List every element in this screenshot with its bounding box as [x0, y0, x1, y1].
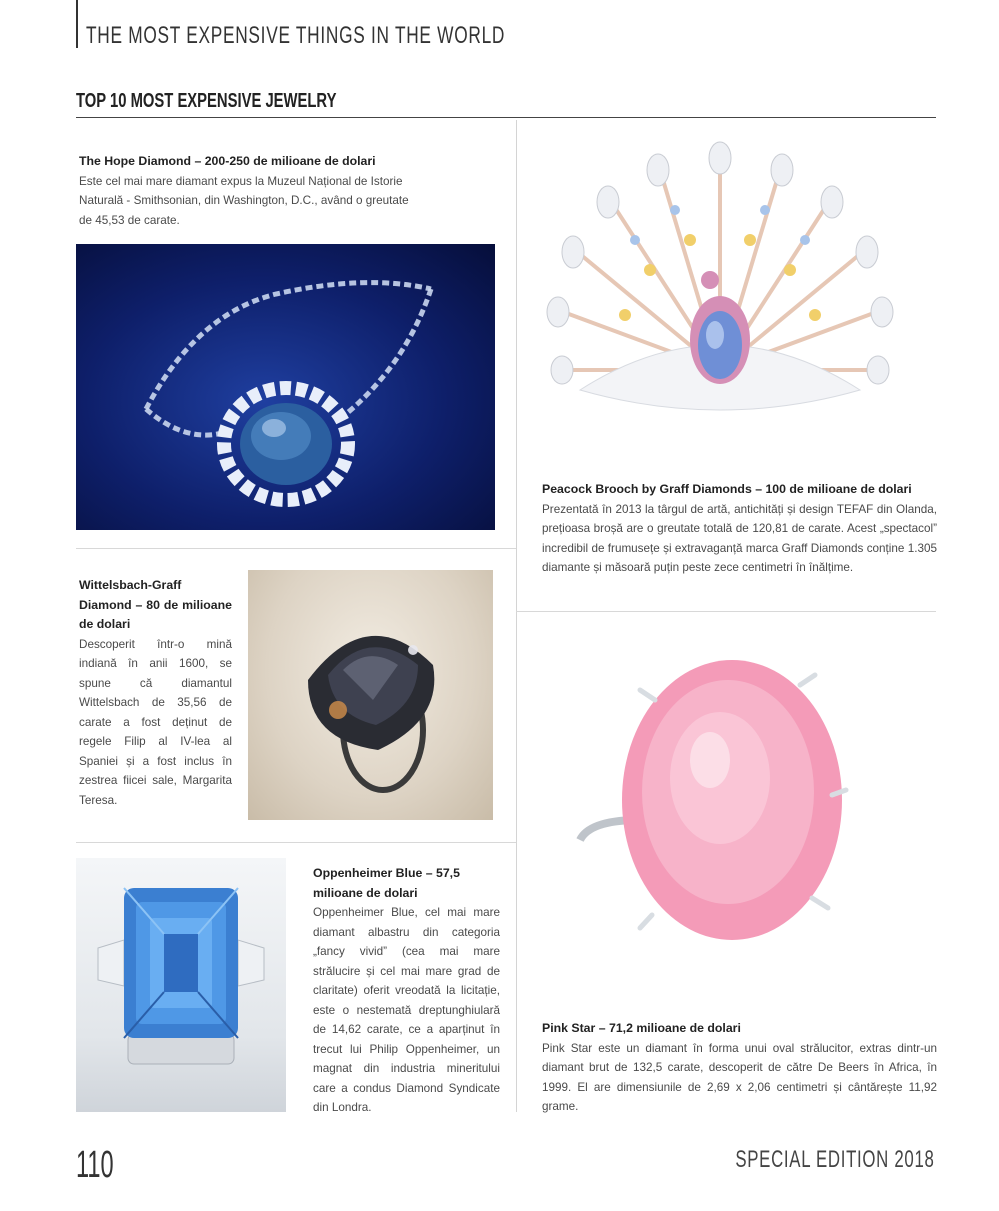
oppenheimer-blue-image	[76, 858, 286, 1112]
left-divider-2	[76, 842, 516, 843]
page-number: 110	[76, 1144, 114, 1186]
right-divider-1	[516, 611, 936, 612]
article-pink-star	[542, 1019, 937, 1117]
hope-title: The Hope Diamond – 200-250 de milioane de dolari	[79, 154, 376, 168]
section-heading: TOP 10 MOST EXPENSIVE JEWELRY	[76, 90, 337, 112]
wittelsbach-title: Wittelsbach-Graff Diamond – 80 de milioane de dolari	[79, 578, 232, 631]
pink-star-image	[560, 630, 890, 1000]
header-accent-bar	[76, 0, 78, 48]
peacock-brooch-image	[540, 130, 900, 470]
wittelsbach-body: Descoperit într-o mină indiană în anii 1600, se spune că diamantul Wittelsbach de 35,56 de carate a fost deținut de regele Filip al IV-lea al Spaniei și a fost inclus în zestrea fiicei sale, Margarita Teresa.	[79, 637, 232, 807]
article-wittelsbach-graff	[79, 576, 232, 810]
oppenheimer-body: Oppenheimer Blue, cel mai mare diamant albastru din categoria „fancy vivid” (cea mai mare strălucire și cel mai mare grad de claritate) oferit vreodată la licitație, este o nestemată dreptunghiulară de 14,62 carate, ce a aparținut în trecut lui Philip Oppenheimer, un magnat din industria mineritului care a condus Diamond Syndicate din Londra.	[313, 906, 500, 1114]
heading-rule	[76, 117, 936, 118]
article-peacock-brooch	[542, 480, 937, 578]
hope-diamond-image	[76, 244, 495, 530]
hope-body: Este cel mai mare diamant expus la Muzeul Național de Istorie Naturală - Smithsonian, din Washington, D.C., având o greutate de 45,53 de carate.	[79, 174, 409, 227]
article-oppenheimer-blue	[313, 864, 500, 1118]
left-divider-1	[76, 548, 516, 549]
page-header-title: THE MOST EXPENSIVE THINGS IN THE WORLD	[86, 22, 506, 49]
oppenheimer-title: Oppenheimer Blue – 57,5 milioane de dolari	[313, 866, 460, 900]
pinkstar-title: Pink Star – 71,2 milioane de dolari	[542, 1021, 741, 1035]
edition-label: SPECIAL EDITION 2018	[735, 1146, 935, 1173]
pinkstar-body: Pink Star este un diamant în forma unui oval strălucitor, extras dintr-un diamant brut de 132,5 carate, descoperit de către De Beers în Africa, în 1999. El are dimensiunile de 2,69 x 2,06 centimetri și cântărește 11,92 grame.	[542, 1041, 937, 1113]
article-hope-diamond	[79, 152, 419, 230]
column-divider	[516, 120, 517, 1112]
peacock-title: Peacock Brooch by Graff Diamonds – 100 de milioane de dolari	[542, 482, 912, 496]
wittelsbach-diamond-image	[248, 570, 493, 820]
peacock-body: Prezentată în 2013 la târgul de artă, antichități și design TEFAF din Olanda, prețioasa broșă are o greutate totală de 120,81 de carate. Acest „spectacol” incredibil de frumusețe și extravaganță marca Graff Diamonds conține 1.305 diamante și măsoară puțin peste zece centimetri în înălțime.	[542, 502, 937, 574]
